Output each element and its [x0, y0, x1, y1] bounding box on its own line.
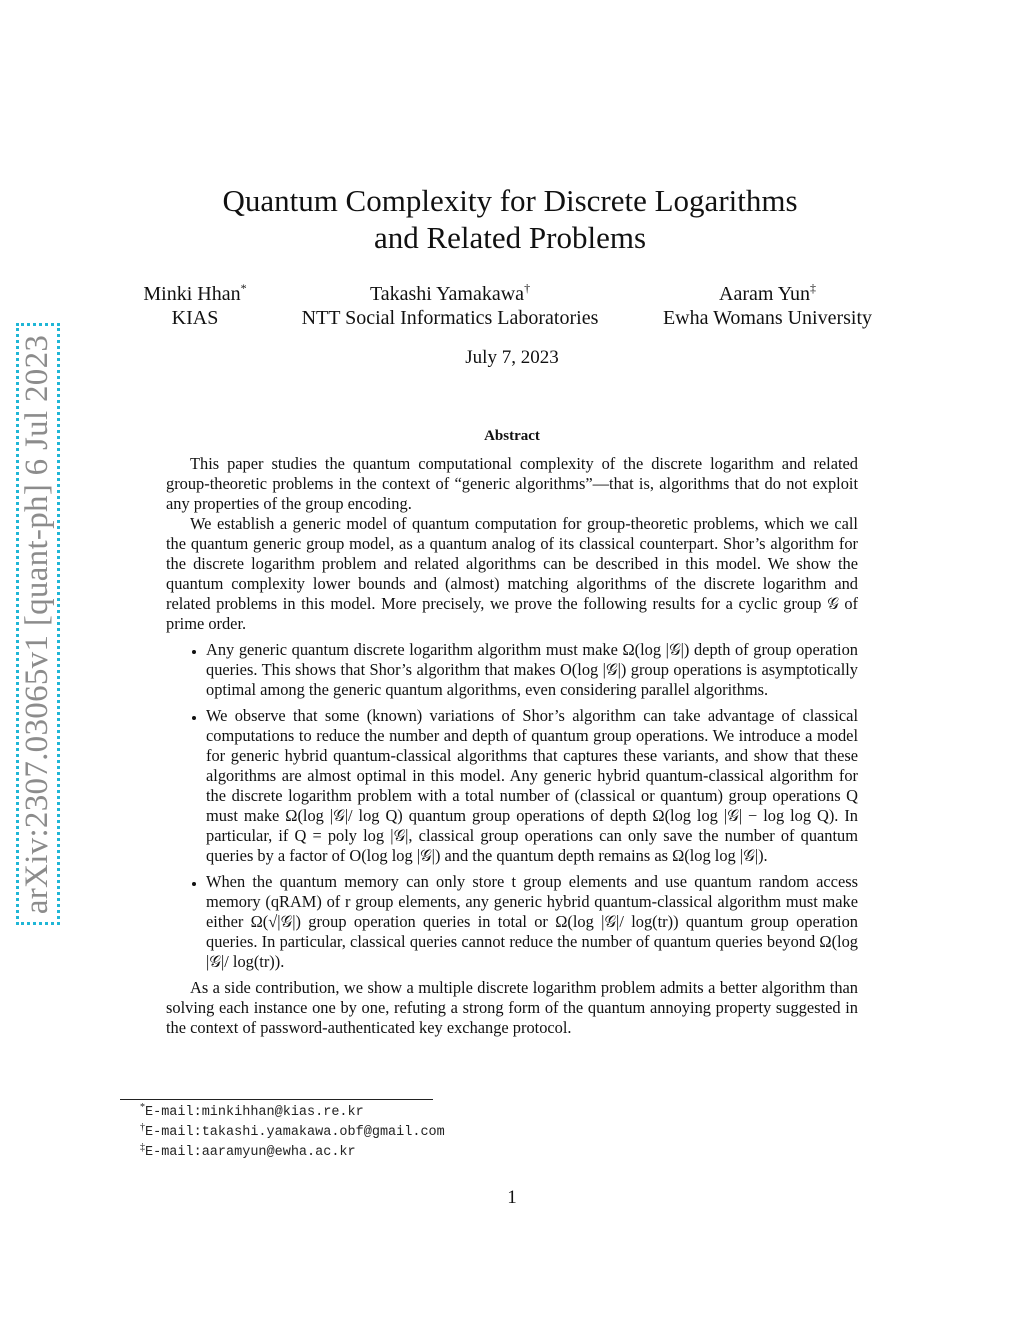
author-mark: ‡: [809, 281, 816, 295]
footnote-email: E-mail:minkihhan@kias.re.kr: [145, 1105, 364, 1120]
abstract-paragraph-1: This paper studies the quantum computational complexity of the discrete logarithm and related group-theoretic problems in the context of “generic algorithms”—that is, algorithms that do not exploit any properties of the group encoding.: [166, 454, 858, 513]
author-1: [120, 282, 270, 330]
author-name: Minki Hhan: [143, 283, 241, 305]
author-name: Takashi Yamakawa: [369, 283, 525, 305]
footnote-email: E-mail:takashi.yamakawa.obf@gmail.com: [145, 1125, 445, 1140]
author-affiliation: Ewha Womans University: [662, 307, 873, 329]
footnote-2: [140, 1123, 445, 1143]
results-list: [166, 640, 858, 972]
arxiv-id: arXiv:2307.03065v1 [quant-ph] 6 Jul 2023: [19, 334, 56, 914]
abstract-heading: Abstract: [484, 428, 540, 444]
footnote-mark: ‡: [140, 1142, 145, 1153]
title-line-1: Quantum Complexity for Discrete Logarithms: [222, 183, 798, 218]
footnote-email: E-mail:aaramyun@ewha.ac.kr: [145, 1145, 356, 1160]
page-number: 1: [507, 1187, 517, 1208]
author-3: [640, 282, 895, 330]
footnote-rule: [120, 1099, 433, 1100]
title-line-2: and Related Problems: [373, 220, 647, 255]
footnotes: [140, 1103, 445, 1163]
author-2: [280, 282, 620, 330]
paper-title: [150, 182, 870, 256]
arxiv-stamp: [16, 323, 60, 925]
abstract-paragraph-3: As a side contribution, we show a multiple discrete logarithm problem admits a better algorithm than solving each instance one by one, refuting a strong form of the quantum annoying property suggested in the context of password-authenticated key exchange protocol.: [166, 978, 858, 1037]
author-mark: *: [240, 281, 247, 295]
abstract-body: [166, 454, 858, 1038]
result-item-2: • We observe that some (known) variations of Shor’s algorithm can take advantage of classical computations to reduce the number and depth of quantum group operations. We introduce a model for generic hybrid quantum-classical algorithms that captures these variants, and show that these algorithms are almost optimal in this model. Any generic hybrid quantum-classical algorithm for the discrete logarithm problem with a total number of (classical or quantum) group operations Q must make Ω(log |𝒢|/ log Q) quantum group operations of depth Ω(log log |𝒢| − log log Q). In particular, if Q = poly log |𝒢|, classical group operations can only save the number of quantum queries by a factor of O(log log |𝒢|) and the quantum depth remains as Ω(log log |𝒢|).: [206, 706, 858, 866]
footnote-mark: †: [140, 1122, 145, 1133]
author-name: Aaram Yun: [719, 283, 810, 305]
footnote-1: [140, 1103, 445, 1123]
footnote-3: [140, 1143, 445, 1163]
author-affiliation: KIAS: [171, 307, 219, 329]
footnote-mark: *: [140, 1102, 145, 1113]
date: July 7, 2023: [465, 347, 559, 368]
abstract-paragraph-2: We establish a generic model of quantum computation for group-theoretic problems, which we call the quantum generic group model, as a quantum analog of its classical counterpart. Shor’s algorithm for the discrete logarithm problem and related algorithms can be described in this model. We show the quantum complexity lower bounds and (almost) matching algorithms of the discrete logarithm and related problems in this model. More precisely, we prove the following results for a cyclic group 𝒢 of prime order.: [166, 514, 858, 633]
author-affiliation: NTT Social Informatics Laboratories: [301, 307, 599, 329]
author-mark: †: [524, 281, 531, 295]
result-item-3: • When the quantum memory can only store t group elements and use quantum random access memory (qRAM) of r group elements, any generic hybrid quantum-classical algorithm must make either Ω(√|𝒢|) group operation queries in total or Ω(log |𝒢|/ log(tr)) quantum group operation queries. In particular, classical queries cannot reduce the number of quantum queries beyond Ω(log |𝒢|/ log(tr)).: [206, 872, 858, 972]
result-item-1: • Any generic quantum discrete logarithm algorithm must make Ω(log |𝒢|) depth of group operation queries. This shows that Shor’s algorithm that makes O(log |𝒢|) group operations is asymptotically optimal among the generic quantum algorithms, even considering parallel algorithms.: [206, 640, 858, 700]
